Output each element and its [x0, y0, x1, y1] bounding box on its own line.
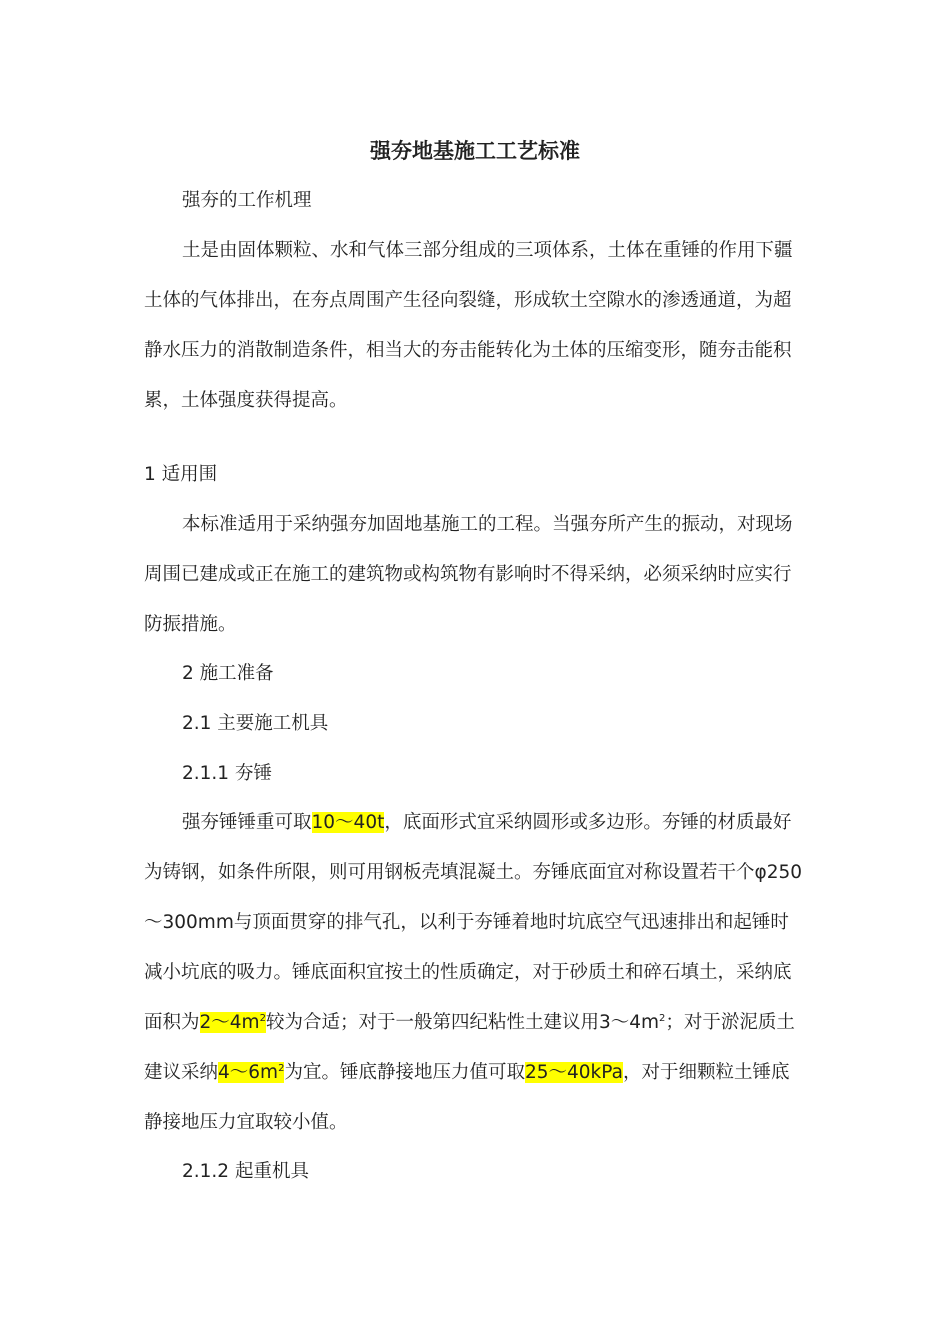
section-2-1-heading: 2.1 主要施工机具 — [182, 713, 329, 734]
intro-heading: 强夯的工作机理 — [182, 190, 312, 211]
highlighted-base-area-sandy — [200, 1012, 266, 1033]
section-1-heading: 1 适用围 — [144, 464, 218, 485]
text-run: 2～4m — [199, 1012, 260, 1033]
text-run: ，对于细颗粒土锤底静接地压力宜取较小值。 — [144, 1062, 790, 1133]
intro-paragraph: 土是由固体颗粒、水和气体三部分组成的三项体系，土体在重锤的作用下疆土体的气体排出，在夯点周围产生径向裂缝，形成软土空隙水的渗透通道，为超静水压力的消散制造条件，相当大的夯击能转化为土体的压缩变形，随夯击能积累，土体强度获得提高。 — [144, 240, 793, 411]
section-2-1-1-paragraph — [144, 798, 804, 1148]
superscript: 2 — [259, 1012, 266, 1024]
document-title: 强夯地基施工工艺标准 — [370, 139, 580, 163]
text-run: ，底面形式宜采纳圆形或多边形。夯锤的材质最好为铸钢，如条件所限，则可用钢板壳填混凝土。夯锤底面宜对称设置若干个φ250～300mm与顶面贯穿的排气孔，以利于夯锤着地时坑底空气迅速排出和起锤时减小坑底的吸力。锤底面积宜按土的性质确定，对于砂质土和碎石填土，采纳底面积为 — [144, 812, 803, 1033]
text-run: 为宜。锤底静接地压力值可取 — [284, 1062, 525, 1083]
section-2-heading: 2 施工准备 — [182, 663, 274, 684]
section-2-1-2-heading: 2.1.2 起重机具 — [182, 1161, 309, 1182]
text-run: 强夯锤锤重可取 — [182, 812, 312, 833]
highlighted-base-area-silt — [218, 1062, 284, 1083]
text-run: 4～6m — [218, 1062, 279, 1083]
section-1-paragraph: 本标准适用于采纳强夯加固地基施工的工程。当强夯所产生的振动，对现场周围已建成或正在施工的建筑物或构筑物有影响时不得采纳，必须采纳时应实行防振措施。 — [144, 514, 793, 635]
superscript: 2 — [278, 1062, 285, 1074]
text-run: 较为合适；对于一般第四纪粘性土建议用3～4m — [265, 1012, 660, 1033]
text-run: ；对于淤泥质土建议采纳 — [144, 1012, 795, 1083]
highlighted-hammer-weight: 10～40t — [311, 812, 385, 833]
superscript: 2 — [659, 1012, 666, 1024]
section-2-1-1-heading: 2.1.1 夯锤 — [182, 763, 272, 784]
highlighted-static-pressure: 25～40kPa — [524, 1062, 623, 1083]
